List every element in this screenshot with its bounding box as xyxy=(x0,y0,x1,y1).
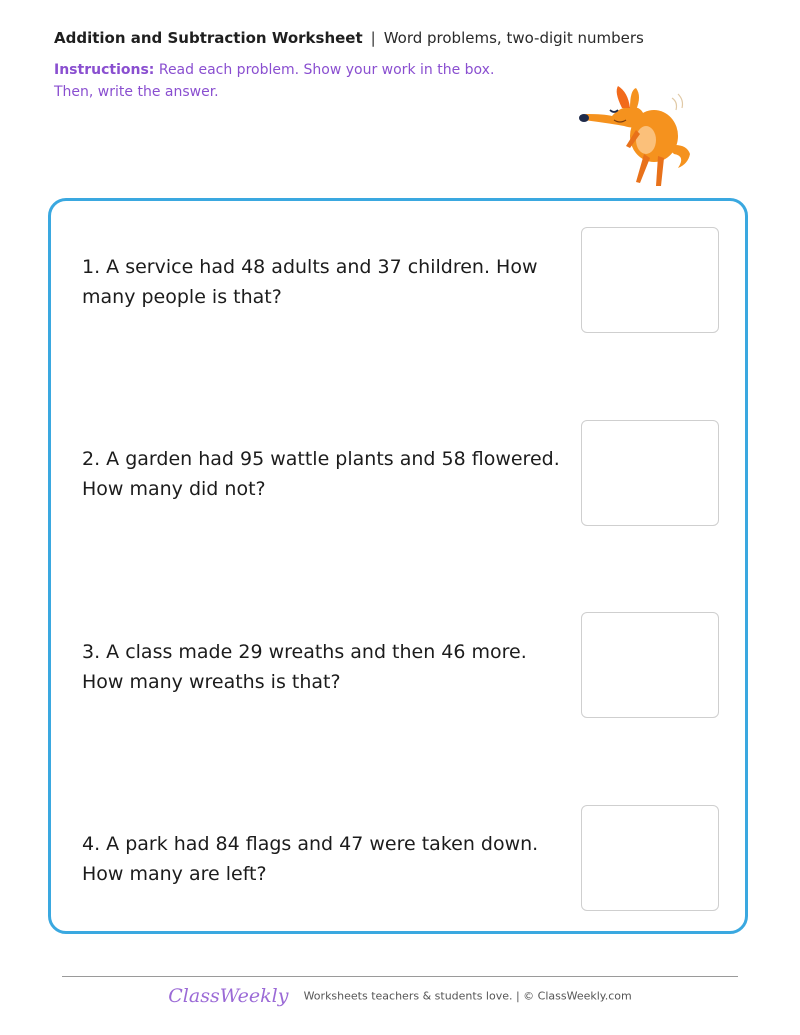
kangaroo-ear-right xyxy=(630,88,639,110)
problem-1-text: 1. A service had 48 adults and 37 children. How many people is that? xyxy=(82,256,538,308)
problem-2-text: 2. A garden had 95 wattle plants and 58 flowered. How many did not? xyxy=(82,448,560,500)
problem-3-text: 3. A class made 29 wreaths and then 46 more. How many wreaths is that? xyxy=(82,641,527,693)
worksheet-subtitle: Word problems, two-digit numbers xyxy=(383,29,644,47)
kangaroo-eye xyxy=(610,110,618,112)
problem-4-text: 4. A park had 84 flags and 47 were taken down. How many are left? xyxy=(82,833,539,885)
footer-tagline: Worksheets teachers & students love. | © ClassWeekly.com xyxy=(303,989,632,1003)
kangaroo-head xyxy=(583,107,644,128)
kangaroo-nose xyxy=(579,114,589,122)
kangaroo-ear-left xyxy=(617,86,630,108)
kangaroo-motion-mark xyxy=(672,98,677,110)
kangaroo-belly xyxy=(636,126,656,154)
instructions xyxy=(54,59,534,103)
kangaroo-leg-left xyxy=(636,154,650,183)
kangaroo-illustration xyxy=(574,84,704,192)
kangaroo-motion-mark-2 xyxy=(678,94,683,108)
header-separator: | xyxy=(370,29,376,47)
instructions-lead: Instructions: xyxy=(54,62,155,78)
worksheet-header xyxy=(54,28,644,48)
answer-box-2[interactable] xyxy=(581,420,719,526)
worksheet-title: Addition and Subtraction Worksheet xyxy=(54,29,363,47)
footer-divider xyxy=(62,976,738,977)
footer xyxy=(0,985,800,1007)
instructions-text: Read each problem. Show your work in the box. Then, write the answer. xyxy=(54,62,495,100)
answer-box-3[interactable] xyxy=(581,612,719,718)
answer-box-4[interactable] xyxy=(581,805,719,911)
brand-logo: ClassWeekly xyxy=(168,985,289,1007)
answer-box-1[interactable] xyxy=(581,227,719,333)
problems-panel xyxy=(48,198,748,934)
